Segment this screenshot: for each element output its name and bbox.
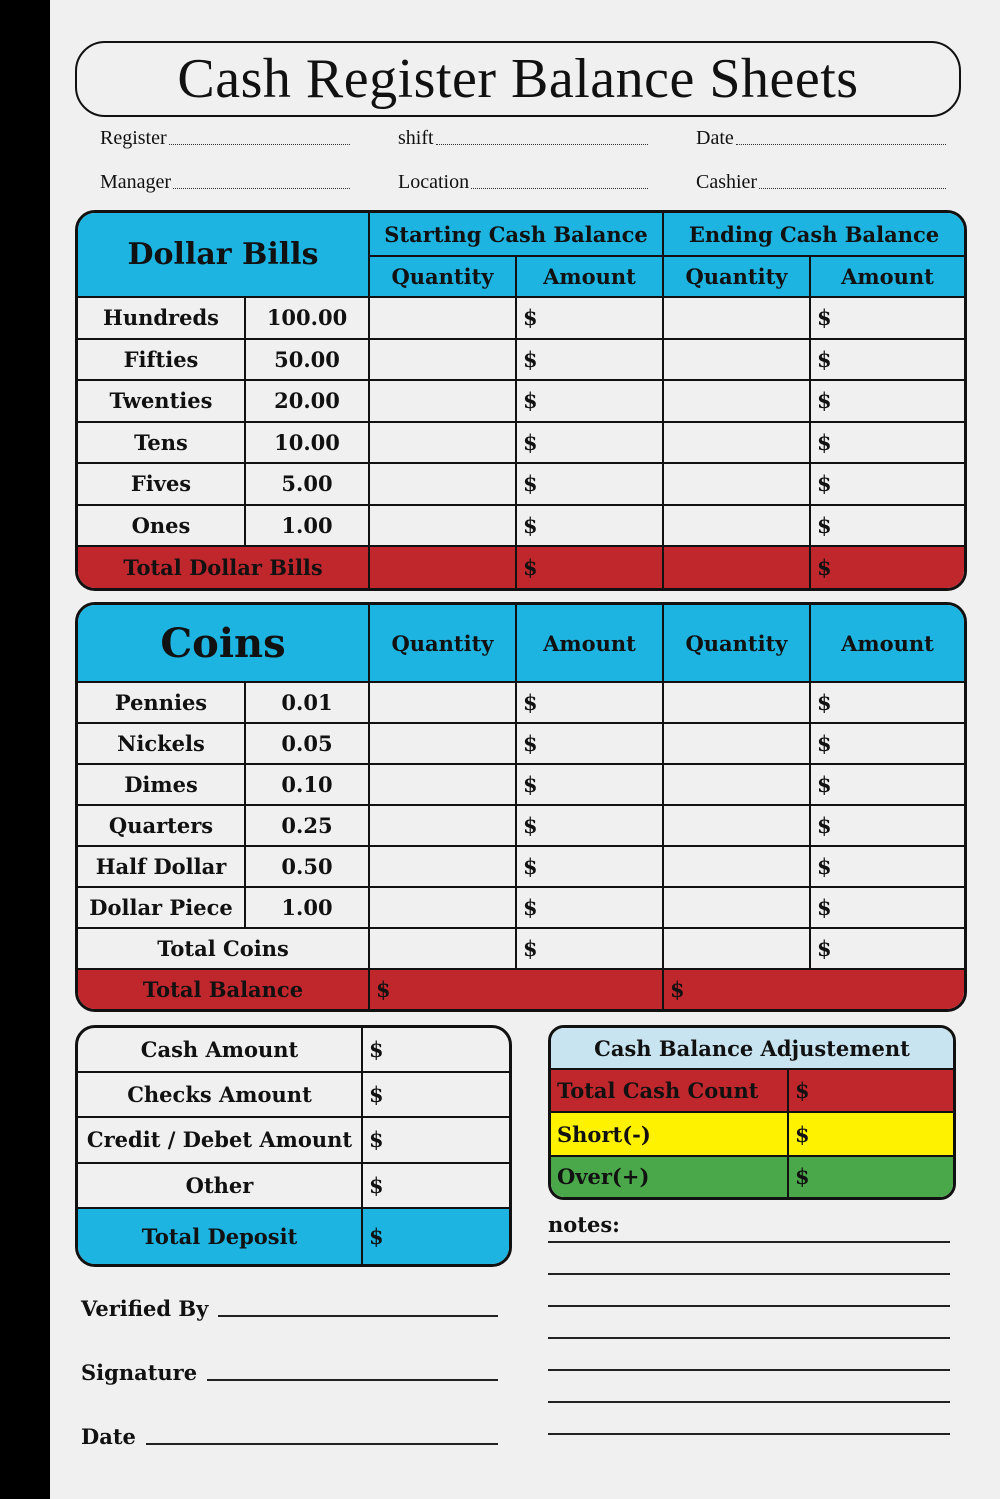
end-quantity-cell[interactable] — [663, 764, 810, 805]
deposit-label: Credit / Debet Amount — [78, 1117, 362, 1162]
short-label: Short(-) — [551, 1112, 788, 1155]
total-cash-count-cell[interactable]: $ — [788, 1069, 953, 1112]
table-row — [78, 1072, 509, 1117]
total-start-quantity-cell[interactable] — [369, 546, 516, 588]
deposit-amount-cell[interactable]: $ — [362, 1163, 509, 1208]
end-quantity-cell[interactable] — [663, 380, 810, 422]
total-cash-count-label: Total Cash Count — [551, 1069, 788, 1112]
start-quantity-cell[interactable] — [369, 682, 516, 723]
end-amount-cell[interactable]: $ — [810, 805, 964, 846]
start-amount-cell[interactable]: $ — [516, 463, 663, 505]
coins-heading: Coins — [78, 605, 369, 682]
start-amount-cell[interactable]: $ — [516, 723, 663, 764]
start-quantity-cell[interactable] — [369, 846, 516, 887]
start-amount-cell[interactable]: $ — [516, 380, 663, 422]
notes-line[interactable] — [548, 1369, 950, 1371]
coin-name: Nickels — [78, 723, 245, 764]
end-quantity-header: Quantity — [663, 256, 810, 297]
shift-line[interactable] — [436, 143, 648, 145]
table-row — [78, 682, 964, 723]
start-quantity-cell[interactable] — [369, 805, 516, 846]
start-quantity-cell[interactable] — [369, 723, 516, 764]
notes-line[interactable] — [548, 1433, 950, 1435]
table-row — [551, 1156, 953, 1197]
table-row — [78, 764, 964, 805]
start-quantity-cell[interactable] — [369, 422, 516, 464]
manager-label: Manager — [100, 171, 172, 193]
bill-name: Twenties — [78, 380, 245, 422]
end-amount-cell[interactable]: $ — [810, 505, 964, 547]
end-amount-cell[interactable]: $ — [810, 297, 964, 339]
deposit-amount-cell[interactable]: $ — [362, 1072, 509, 1117]
cashier-line[interactable] — [759, 187, 946, 189]
coin-value: 0.05 — [245, 723, 369, 764]
end-amount-cell[interactable]: $ — [810, 887, 964, 928]
coin-value: 0.01 — [245, 682, 369, 723]
start-amount-cell[interactable]: $ — [516, 422, 663, 464]
short-cell[interactable]: $ — [788, 1112, 953, 1155]
notes-line[interactable] — [548, 1401, 950, 1403]
start-quantity-header: Quantity — [369, 256, 516, 297]
start-quantity-cell[interactable] — [369, 463, 516, 505]
start-amount-cell[interactable]: $ — [516, 505, 663, 547]
bill-name: Hundreds — [78, 297, 245, 339]
coin-value: 0.10 — [245, 764, 369, 805]
start-amount-cell[interactable]: $ — [516, 846, 663, 887]
table-row — [78, 505, 964, 547]
table-row — [78, 422, 964, 464]
deposit-label: Other — [78, 1163, 362, 1208]
total-coins-start-quantity-cell[interactable] — [369, 928, 516, 969]
location-line[interactable] — [471, 187, 648, 189]
verified-by-line[interactable] — [218, 1314, 498, 1317]
start-amount-cell[interactable]: $ — [516, 682, 663, 723]
bill-value: 1.00 — [245, 505, 369, 547]
end-quantity-cell[interactable] — [663, 887, 810, 928]
shift-label: shift — [398, 127, 434, 149]
table-row — [78, 463, 964, 505]
verified-by-label: Verified By — [81, 1296, 209, 1321]
total-deposit-label: Total Deposit — [78, 1208, 362, 1264]
adjustment-heading: Cash Balance Adjustement — [551, 1028, 953, 1069]
date-label: Date — [696, 127, 734, 149]
notes-line[interactable] — [548, 1241, 950, 1243]
location-label: Location — [398, 171, 470, 193]
end-quantity-cell[interactable] — [663, 339, 810, 381]
coin-value: 0.25 — [245, 805, 369, 846]
end-amount-cell[interactable]: $ — [810, 380, 964, 422]
start-quantity-cell[interactable] — [369, 887, 516, 928]
manager-field[interactable] — [100, 171, 350, 194]
bill-name: Tens — [78, 422, 245, 464]
bill-name: Fifties — [78, 339, 245, 381]
end-quantity-cell[interactable] — [663, 682, 810, 723]
bill-value: 10.00 — [245, 422, 369, 464]
table-row — [78, 846, 964, 887]
over-label: Over(+) — [551, 1156, 788, 1197]
total-coins-end-quantity-cell[interactable] — [663, 928, 810, 969]
start-quantity-cell[interactable] — [369, 297, 516, 339]
date-field[interactable] — [696, 127, 946, 150]
signature-label: Signature — [81, 1360, 198, 1385]
end-quantity-cell[interactable] — [663, 505, 810, 547]
bill-name: Ones — [78, 505, 245, 547]
start-quantity-cell[interactable] — [369, 380, 516, 422]
signature-date-field[interactable] — [81, 1424, 498, 1449]
cash-balance-adjustment-table — [548, 1025, 956, 1200]
end-quantity-cell[interactable] — [663, 805, 810, 846]
start-quantity-cell[interactable] — [369, 764, 516, 805]
total-coins-label: Total Coins — [78, 928, 369, 969]
signature-date-label: Date — [81, 1424, 136, 1449]
bill-value: 50.00 — [245, 339, 369, 381]
end-quantity-cell[interactable] — [663, 723, 810, 764]
total-coins-end-amount-cell[interactable]: $ — [810, 928, 964, 969]
bill-value: 20.00 — [245, 380, 369, 422]
notes-line[interactable] — [548, 1273, 950, 1275]
start-amount-cell[interactable]: $ — [516, 339, 663, 381]
register-label: Register — [100, 127, 167, 149]
end-quantity-cell[interactable] — [663, 846, 810, 887]
start-quantity-cell[interactable] — [369, 339, 516, 381]
start-amount-cell[interactable]: $ — [516, 297, 663, 339]
notes-line[interactable] — [548, 1337, 950, 1339]
end-amount-cell[interactable]: $ — [810, 463, 964, 505]
deposit-table — [75, 1025, 512, 1267]
coin-value: 1.00 — [245, 887, 369, 928]
table-row — [78, 380, 964, 422]
end-amount-cell[interactable]: $ — [810, 846, 964, 887]
total-balance-end-cell[interactable]: $ — [663, 969, 964, 1009]
manager-line[interactable] — [173, 187, 350, 189]
end-amount-cell[interactable]: $ — [810, 422, 964, 464]
signature-line[interactable] — [207, 1378, 498, 1381]
table-row — [78, 723, 964, 764]
table-row — [78, 1028, 509, 1072]
signature-field[interactable] — [81, 1360, 498, 1385]
cashier-field[interactable] — [696, 171, 946, 194]
total-end-amount-cell[interactable]: $ — [810, 546, 964, 588]
total-balance-row — [78, 969, 964, 1009]
black-spine-strip — [0, 0, 50, 1499]
verified-by-field[interactable] — [81, 1296, 498, 1321]
over-cell[interactable]: $ — [788, 1156, 953, 1197]
deposit-amount-cell[interactable]: $ — [362, 1117, 509, 1162]
start-quantity-header: Quantity — [369, 605, 516, 682]
coin-name: Dimes — [78, 764, 245, 805]
total-balance-start-cell[interactable]: $ — [369, 969, 663, 1009]
start-quantity-cell[interactable] — [369, 505, 516, 547]
end-amount-cell[interactable]: $ — [810, 764, 964, 805]
notes-line[interactable] — [548, 1305, 950, 1307]
end-amount-cell[interactable]: $ — [810, 682, 964, 723]
bill-value: 5.00 — [245, 463, 369, 505]
coins-table — [75, 602, 967, 1012]
end-amount-header: Amount — [810, 605, 964, 682]
total-deposit-amount-cell[interactable]: $ — [362, 1208, 509, 1264]
coin-value: 0.50 — [245, 846, 369, 887]
ending-cash-balance-header: Ending Cash Balance — [663, 213, 964, 256]
end-amount-cell[interactable]: $ — [810, 723, 964, 764]
table-row — [78, 339, 964, 381]
table-row — [551, 1069, 953, 1112]
notes-label: notes: — [548, 1212, 620, 1237]
starting-cash-balance-header: Starting Cash Balance — [369, 213, 663, 256]
bill-value: 100.00 — [245, 297, 369, 339]
table-row — [551, 1112, 953, 1155]
coin-name: Half Dollar — [78, 846, 245, 887]
table-row — [78, 1163, 509, 1208]
total-dollar-bills-label: Total Dollar Bills — [78, 546, 369, 588]
deposit-amount-cell[interactable]: $ — [362, 1028, 509, 1072]
total-start-amount-cell[interactable]: $ — [516, 546, 663, 588]
register-field[interactable] — [100, 127, 350, 150]
coin-name: Dollar Piece — [78, 887, 245, 928]
start-amount-header: Amount — [516, 256, 663, 297]
title-banner — [75, 41, 961, 117]
cashier-label: Cashier — [696, 171, 758, 193]
start-amount-cell[interactable]: $ — [516, 887, 663, 928]
end-amount-header: Amount — [810, 256, 964, 297]
total-coins-row — [78, 928, 964, 969]
dollar-bills-table — [75, 210, 967, 591]
location-field[interactable] — [398, 171, 648, 194]
total-deposit-row — [78, 1208, 509, 1264]
table-row — [78, 1117, 509, 1162]
total-coins-start-amount-cell[interactable]: $ — [516, 928, 663, 969]
bill-name: Fives — [78, 463, 245, 505]
date-line[interactable] — [736, 143, 946, 145]
start-amount-header: Amount — [516, 605, 663, 682]
end-quantity-cell[interactable] — [663, 297, 810, 339]
shift-field[interactable] — [398, 127, 648, 150]
total-balance-label: Total Balance — [78, 969, 369, 1009]
table-row — [78, 297, 964, 339]
page-title: Cash Register Balance Sheets — [177, 48, 859, 110]
start-amount-cell[interactable]: $ — [516, 764, 663, 805]
dollar-bills-heading: Dollar Bills — [78, 213, 369, 297]
end-amount-cell[interactable]: $ — [810, 339, 964, 381]
total-row — [78, 546, 964, 588]
end-quantity-cell[interactable] — [663, 463, 810, 505]
total-end-quantity-cell[interactable] — [663, 546, 810, 588]
coin-name: Quarters — [78, 805, 245, 846]
table-row — [78, 887, 964, 928]
table-row — [78, 805, 964, 846]
start-amount-cell[interactable]: $ — [516, 805, 663, 846]
register-line[interactable] — [169, 143, 350, 145]
signature-date-line[interactable] — [146, 1442, 498, 1445]
coin-name: Pennies — [78, 682, 245, 723]
end-quantity-cell[interactable] — [663, 422, 810, 464]
end-quantity-header: Quantity — [663, 605, 810, 682]
deposit-label: Checks Amount — [78, 1072, 362, 1117]
deposit-label: Cash Amount — [78, 1028, 362, 1072]
